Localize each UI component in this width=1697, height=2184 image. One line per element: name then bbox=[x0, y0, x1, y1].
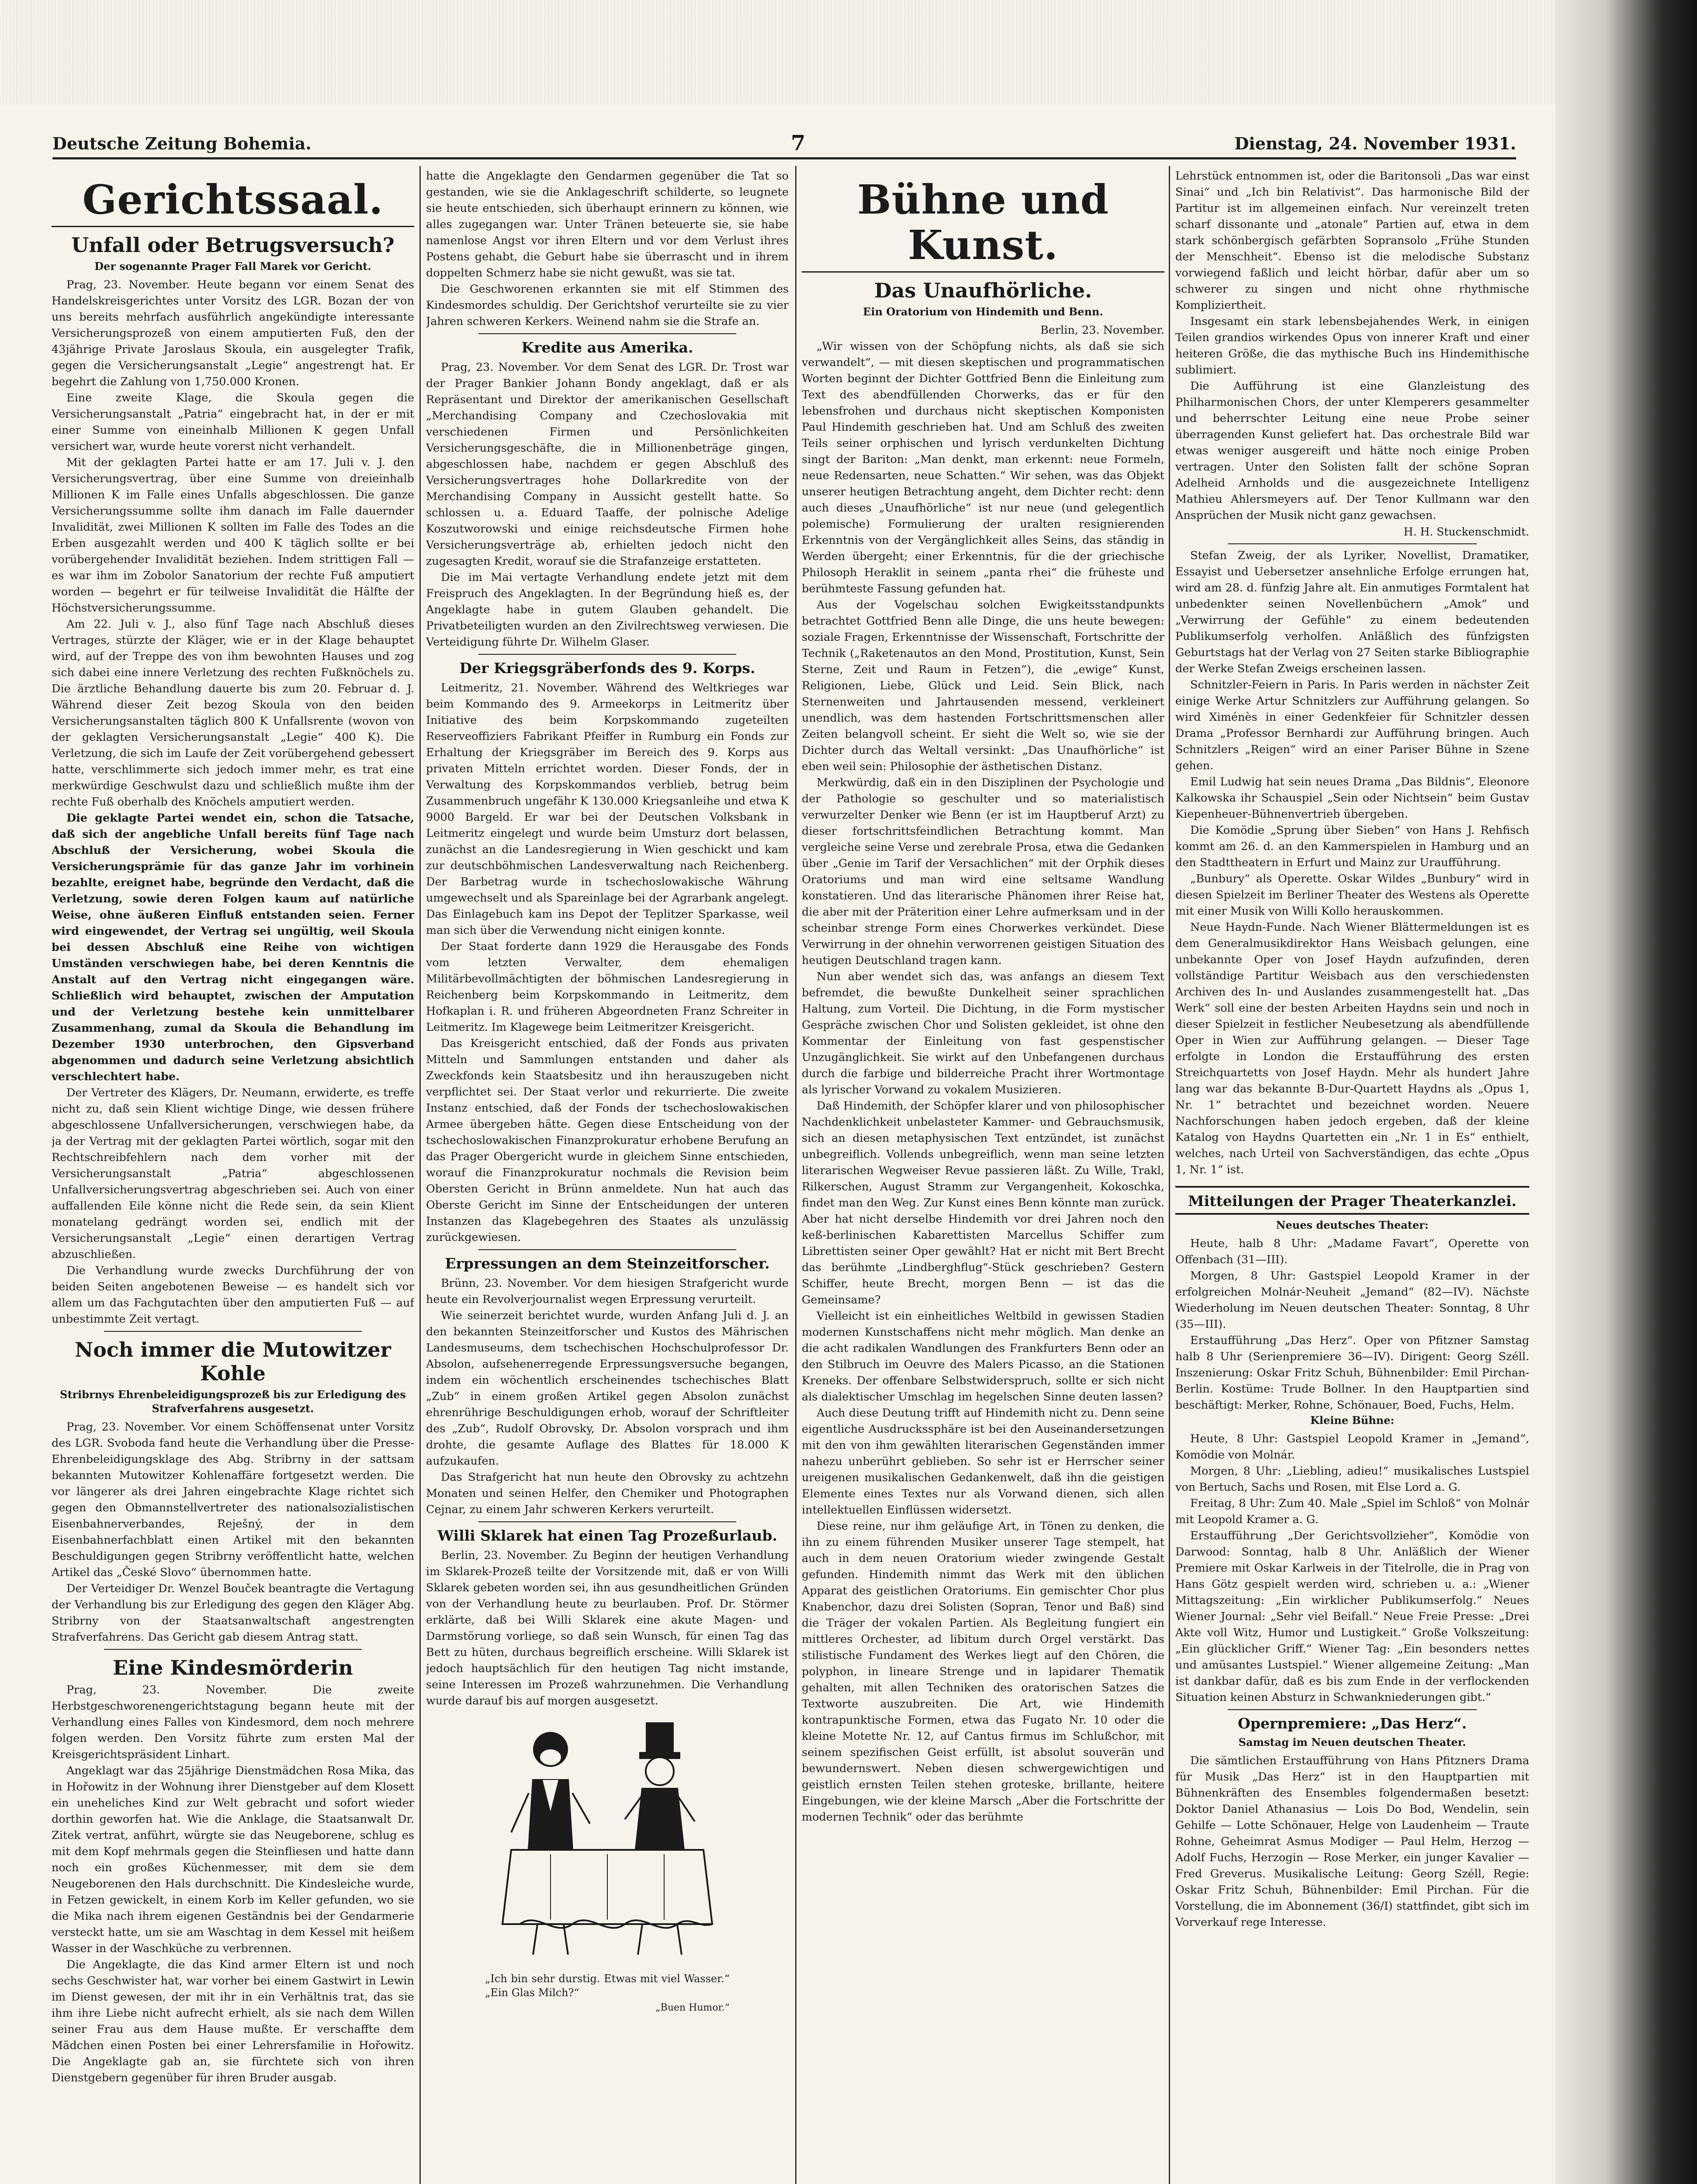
divider bbox=[104, 1649, 362, 1650]
divider bbox=[1228, 543, 1477, 544]
divider bbox=[802, 271, 1164, 273]
paragraph: Wie seinerzeit berichtet wurde, wurden Anfang Juli d. J. an den bekannten Steinzeitforscher und Kustos des Mährischen Landesmuseums, dem tschechischen Hochschulprofessor Dr. Absolon, aufsehenerregende Erpressungsversuche begangen, indem ein wöchentlich erscheinendes tschechisches Blatt „Zub“ in einem großen Artikel gegen Absolon zunächst ehrenrührige Beschuldigungen erhob, worauf der Schriftleiter des „Zub“, Rudolf Obrovsky, Dr. Absolon vorsprach und ihm drohte, die gesamte Auflage des Blattes für 18.000 K aufzukaufen. bbox=[426, 1309, 789, 1468]
paragraph: Auch diese Deutung trifft auf Hindemith nicht zu. Denn seine eigentliche Ausdruckssphäre ist bei den Auseinandersetzungen mit den von ihm gewählten literarischen Gegenständen immer nahezu unberührt geblieben. So sehr ist er Herrscher seiner ureigenen musikalischen Gedankenwelt, daß ihn die geistigen Elemente eines Textes nur als Vorwand dienen, sich allen intellektuellen Einflüssen widersetzt. bbox=[802, 1406, 1164, 1517]
news-item: Stefan Zweig, der als Lyriker, Novellist, Dramatiker, Essayist und Uebersetzer ansehnliche Erfolge errungen hat, wird am 28. d. fünfzig Jahre alt. Ein anmutiges Formtalent hat unbedenkter seinen Novellenbüchern „Amok“ und „Verwirrung der Gefühle“ zu einem bedeutenden Publikumserfolg verholfen. Anläßlich des fünfzigsten Geburtstags hat der Verlag von 27 Seiten starke Bibliographie der Werke Stefan Zweigs erscheinen lassen. bbox=[1175, 549, 1529, 675]
paragraph: Die Angeklagte, die das Kind armer Eltern ist und noch sechs Geschwister hat, war vorher bei einem Gastwirt in Lewin im Dienst gewesen, der mit ihr in ein Verhältnis trat, das sie ihm ihre Liebe nicht aufrecht erhielt, als sie nach dem Willen seiner Frau aus dem Hause mußte. Er verschaffte dem Mädchen einen Posten bei einer Lehrersfamilie in Hořowitz. Die Angeklagte gab an, sie fürchtete sich von ihren Dienstgebern gegenüber für ihren Bruder ausgab. bbox=[52, 1958, 414, 2084]
notice-item: Erstaufführung „Der Gerichtsvollzieher“, Komödie von Darwood: Sonntag, halb 8 Uhr. Anläßlich der Wiener Premiere mit Oskar Karlweis in der Titelrolle, die in Prag von Hans Götz gespielt werden wird, schrieben u. a.: „Wiener Mittagszeitung: „Ein wirklicher Publikumserfolg.“ Neues Wiener Journal: „Sehr viel Beifall.“ Neue Freie Presse: „Drei Akte voll Witz, Humor und Lustigkeit.“ Große Volkszeitung: „Ein glücklicher Griff.“ Wiener Tag: „Ein besonders nettes und amüsantes Lustspiel.“ Wiener allgemeine Zeitung: „Man ist dankbar dafür, daß es bis zum Ende in der verflockenden Situation keinen Absturz in Schwankniederungen gibt.“ bbox=[1175, 1529, 1529, 1704]
section-title-court: Gerichtssaal. bbox=[82, 176, 384, 223]
paragraph: Mit der geklagten Partei hatte er am 17. Juli v. J. den Versicherungsvertrag, über eine Summe von dreieinhalb Millionen K im Falle eines Unfalls abgeschlossen. Die ganze Versicherungssumme sollte ihm danach im Falle dauernder Invalidität, zwei Millionen K sollten im Falle des Todes an die Erben ausgezahlt werden und 400 K täglich sollte er bei vorübergehender Invalidität beziehen. Indem strittigen Fall — es war ihm im Zobolor Sanatorium der rechte Fuß amputiert worden — begehrt er für teilweise Invalidität die Hälfte der Höchstversicherungssumme. bbox=[52, 456, 414, 615]
divider bbox=[478, 1521, 736, 1522]
article-subtitle: Ein Oratorium von Hindemith und Benn. bbox=[863, 305, 1103, 318]
column-4 bbox=[1175, 168, 1529, 2184]
article-title: Kredite aus Amerika. bbox=[521, 339, 693, 356]
issue-date: Dienstag, 24. November 1931. bbox=[1234, 134, 1516, 153]
news-item: Neue Haydn-Funde. Nach Wiener Blättermeldungen ist es dem Generalmusikdirektor Hans Weisbach gelungen, eine unbekannte Oper von Josef Haydn aufzufinden, deren vollständige Partitur Weisbach aus den verschiedensten Archiven des In- und Auslandes zusammengestellt hat. „Das Werk“ soll eine der besten Arbeiten Haydns sein und noch in dieser Spielzeit in festlicher Neubesetzung als abendfüllende Oper in Wien zur Aufführung gelangen. — Dieser Tage erfolgte in London die Erstaufführung des ersten Streichquartetts von Josef Haydn. Mehr als hundert Jahre lang war das bekannte B-Dur-Quartett Haydns als „Opus 1, Nr. 1“ betrachtet und bezeichnet worden. Neuere Nachforschungen haben jedoch ergeben, daß der kleine Katalog von Haydns Quartetten ein „Nr. 1 in Es“ enthielt, welches, nach Urteil von Sachverständigen, das echte „Opus 1, Nr. 1“ ist. bbox=[1175, 921, 1529, 1176]
paragraph: hatte die Angeklagte den Gendarmen gegenüber die Tat so gestanden, wie sie die Anklageschrift schilderte, so leugnete sie heute entschieden, sich überhaupt erinnern zu können, wie alles zugegangen war. Unter Tränen beteuerte sie, sie habe namenlose Angst vor ihren Eltern und vor dem Verlust ihres Postens gehabt, die Geburt habe sie überrascht und in ihrem doppelten Schmerz habe sie nicht gewußt, was sie tat. bbox=[426, 169, 789, 280]
divider bbox=[104, 1331, 362, 1332]
paragraph: Eine zweite Klage, die Skoula gegen die Versicherungsanstalt „Patria“ eingebracht hat, in der er mit einer Summe von eineinhalb Millionen K gegen Unfall versichert war, wurde heute vorerst nicht verhandelt. bbox=[52, 391, 414, 453]
notice-item: Erstaufführung „Das Herz“. Oper von Pfitzner Samstag halb 8 Uhr (Serienpremiere 36—IV). Dirigent: Georg Széll. Inszenierung: Oskar Fritz Schuh, Bühnenbilder: Emil Pirchan-Berlin. Kostüme: Trude Bollner. In den Hauptpartien sind beschäftigt: Merker, Rohne, Schönauer, Boed, Fuchs, Helm. bbox=[1175, 1334, 1529, 1412]
paragraph: Der Staat forderte dann 1929 die Herausgabe des Fonds vom letzten Verwalter, dem ehemaligen Militärbevollmächtigten der böhmischen Landesregierung in Reichenberg beim Korpskommando in Leitmeritz, dem Hofkaplan i. R. und früheren Abgeordneten Franz Schreiter in Leitmeritz. Im Klagewege beim Leitmeritzer Kreisgericht. bbox=[426, 940, 789, 1034]
article-title: Willi Sklarek hat einen Tag Prozeßurlaub. bbox=[437, 1527, 777, 1544]
notices-title: Mitteilungen der Prager Theaterkanzlei. bbox=[1188, 1192, 1517, 1209]
divider bbox=[478, 1249, 736, 1250]
paragraph: Vielleicht ist ein einheitliches Weltbild in gewissen Stadien modernen Kunstschaffens nicht mehr möglich. Man denke an die acht radikalen Wandlungen des Frankfurters Benn oder an den Stilbruch im Oeuvre des Malers Picasso, an die Stationen Kreneks. Der offenbare Selbstwiderspruch, sollte er sich nicht als dialektischer Umschlag im hegelschen Sinne deuten lassen? bbox=[802, 1310, 1164, 1403]
paragraph: Der Vertreter des Klägers, Dr. Neumann, erwiderte, es treffe nicht zu, daß sein Klient wichtige Dinge, wie dessen frühere abgeschlossene Unfallversicherungen, verschwiegen habe, da ja der Vertrag mit der geklagten Partei wörtlich, sogar mit den Rechtschreibfehlern nach dem vorher mit der Versicherungsanstalt „Patria“ abgeschlossenen Unfallversicherungsvertrag abgeschrieben sei. Auch von einer auffallenden Eile könne nicht die Rede sein, da sein Klient monatelang gedrängt worden sei, endlich mit der Versicherungsanstalt „Legie“ einen derartigen Vertrag abzuschließen. bbox=[52, 1086, 414, 1261]
notices-subhead: Kleine Bühne: bbox=[1310, 1414, 1395, 1427]
notices-subhead: Neues deutsches Theater: bbox=[1276, 1219, 1429, 1231]
paragraph: Prag, 23. November. Vor dem Senat des LGR. Dr. Trost war der Prager Bankier Johann Bondy angeklagt, daß er als Repräsentant und Direktor der amerikanischen Gesellschaft „Merchandising Company and Czechoslovakia mit verschiedenen Firmen und Persönlichkeiten Versicherungsgeschäfte, die in Millionenbeträge gingen, abgeschlossen habe, nachdem er gegen Abschluß des Versicherungsvertrages hohe Dollarkredite von der Merchandising Company in Aussicht gestellt hatte. So schlossen u. a. Eduard Taaffe, der polnische Adelige Koszutworowski und einige reichsdeutsche Firmen hohe Versicherungsverträge ab, erhielten jedoch nicht den zugesagten Kredit, worauf sie die Strafanzeige erstatteten. bbox=[426, 361, 789, 568]
paragraph: Nun aber wendet sich das, was anfangs an diesem Text befremdet, die bewußte Dunkelheit seiner sprachlichen Haltung, zum Vorteil. Die Dichtung, in die Form mystischer Gespräche zwischen Chor und Solisten gekleidet, ist ohne den Kommentar der Einleitung von fast gespenstischer Unzugänglichkeit. Sie wirkt auf den Unbefangenen durchaus durch die farbige und bilderreiche Pracht ihrer Wortmontage als lyrischer Vorwand zu vokalem Musizieren. bbox=[802, 970, 1164, 1096]
news-item: Die Komödie „Sprung über Sieben“ von Hans J. Rehfisch kommt am 26. d. an den Kammerspielen in Hamburg und an den Stadttheatern in Erfurt und Mainz zur Uraufführung. bbox=[1175, 824, 1529, 869]
article-title: Erpressungen an dem Steinzeitforscher. bbox=[445, 1255, 770, 1272]
column-rule bbox=[419, 166, 421, 2184]
article-title: Unfall oder Betrugsversuch? bbox=[71, 233, 395, 257]
column-2 bbox=[426, 168, 789, 2184]
article-title: Das Unaufhörliche. bbox=[874, 279, 1092, 302]
paragraph: Leitmeritz, 21. November. Während des Weltkrieges war beim Kommando des 9. Armeekorps in Leitmeritz über Initiative des beim Korpskommando zugeteilten Reserveoffiziers Fabrikant Pfeiffer in Rumburg ein Fonds zur Erhaltung der Kriegsgräber im Bereich des 9. Korps aus privaten Mitteln errichtet worden. Dieser Fonds, der in Verwaltung des Korpskommandos verblieb, betrug beim Zusammenbruch ungefähr K 130.000 Kriegsanleihe und etwa K 9000 Bargeld. Er war bei der Deutschen Volksbank in Leitmeritz eingelegt und wurde beim Umsturz dort belassen, zunächst an die Landesregierung in Wien geschickt und kam zur deutschböhmischen Landesverwaltung nach Reichenberg. Der Barbetrag wurde in tschechoslowakische Währung umgewechselt und als Spareinlage bei der Agrarbank angelegt. Das Einlagebuch kam ins Depot der Teplitzer Sparkasse, weil man sich über die Verwendung nicht einigen konnte. bbox=[426, 681, 789, 937]
paragraph: Die im Mai vertagte Verhandlung endete jetzt mit dem Freispruch des Angeklagten. In der Begründung hieß es, der Angeklagte habe in gutem Glauben gehandelt. Die Privatbeteiligten wurden an den Zivilrechtsweg verwiesen. Die Verteidigung führte Dr. Wilhelm Glaser. bbox=[426, 571, 789, 649]
paragraph: Die Geschworenen erkannten sie mit elf Stimmen des Kindesmordes schuldig. Der Gerichtshof verurteilte sie zu vier Jahren schweren Kerkers. Weinend nahm sie die Strafe an. bbox=[426, 283, 789, 328]
paragraph: Brünn, 23. November. Vor dem hiesigen Strafgericht wurde heute ein Revolverjournalist wegen Erpressung verurteilt. bbox=[426, 1277, 789, 1306]
notice-item: Morgen, 8 Uhr: Gastspiel Leopold Kramer in der erfolgreichen Molnár-Neuheit „Jemand“ (82—IV). Nächste Wiederholung im Neuen deutschen Theater: Sonntag, 8 Uhr (35—III). bbox=[1175, 1269, 1529, 1331]
paragraph: „Wir wissen von der Schöpfung nichts, als daß sie sich verwandelt“, — mit diesen skeptischen und programmatischen Worten beginnt der Dichter Gottfried Benn die Einleitung zum Text des abendfüllenden Chorwerks, das er für den lebensfrohen und durchaus nicht skeptischen Komponisten Paul Hindemith geschrieben hat. Und am Schluß des zweiten Teils seiner orphischen und lyrisch verdunkelten Dichtung singt der Bariton: „Man denkt, man erkennt: neue Formeln, neue Redensarten, neue Schatten.“ Wir sehen, was das Objekt unserer heutigen Betrachtung angeht, dem Dichter recht: denn auch dieses „Unaufhörliche“ ist nur neue (und gelegentlich polemische) Formulierung der uralten resignierenden Erkenntnis von der Vergänglichkeit alles Seins, das ständig in Werden übergeht; einer Erkenntnis, für die der griechische Philosoph Heraklit in seinem „panta rhei“ die früheste und berühmteste Fassung gefunden hat. bbox=[802, 340, 1164, 595]
notice-item: Heute, 8 Uhr: Gastspiel Leopold Kramer in „Jemand“, Komödie von Molnár. bbox=[1175, 1432, 1529, 1462]
news-item: Schnitzler-Feiern in Paris. In Paris werden in nächster Zeit einige Werke Artur Schnitzlers zur Aufführung gelangen. So wird Ximénès in einer Gedenkfeier für Schnitzler dessen Drama „Professor Bernhardi zur Aufführung bringen. Auch Schnitzlers „Reigen“ wird an einer Pariser Bühne in Szene gehen. bbox=[1175, 678, 1529, 772]
paragraph: Die geklagte Partei wendet ein, schon die Tatsache, daß sich der angebliche Unfall bereits fünf Tage nach Abschluß der Versicherung, wobei Skoula die Versicherungsprämie für das ganze Jahr im vorhinein bezahlte, ereignet habe, begründe den Verdacht, daß die Verletzung, sowie deren Folgen kaum auf natürliche Weise, ohne äußeren Einfluß entstanden seien. Ferner wird eingewendet, der Vertrag sei ungültig, weil Skoula bei dessen Abschluß eine Reihe von wichtigen Umständen verschwiegen habe, bei deren Kenntnis die Anstalt auf den Vertrag nicht eingegangen wäre. Schließlich wird behauptet, zwischen der Amputation und der Verletzung bestehe kein unmittelbarer Zusammenhang, zumal da Skoula die Behandlung im Dezember 1930 unterbrochen, den Gipsverband abgenommen und dadurch seine Verletzung absichtlich verschlechtert habe. bbox=[52, 812, 414, 1083]
column-rule bbox=[1169, 166, 1170, 2184]
paragraph: Berlin, 23. November. Zu Beginn der heutigen Verhandlung im Sklarek-Prozeß teilte der Vorsitzende mit, daß er von Willi Sklarek gebeten worden sei, ihn aus gesundheitlichen Gründen von der Verhandlung heute zu beurlauben. Prof. Dr. Störmer erklärte, daß bei Willi Sklarek eine akute Magen- und Darmstörung vorliege, so daß sein Wunsch, für einen Tag das Bett zu hüten, durchaus begreiflich erscheine. Willi Sklarek ist jedoch hauptsächlich für den heutigen Tag nicht imstande, seine Interessen im Prozeß wahrzunehmen. Die Verhandlung wurde darauf bis auf morgen ausgesetzt. bbox=[426, 1549, 789, 1707]
paragraph: Angeklagt war das 25jährige Dienstmädchen Rosa Mika, das in Hořowitz in der Wohnung ihrer Dienstgeber auf dem Klosett ein uneheliches Kind zur Welt gebracht und sofort wieder dorthin geworfen hat. Wie die Anklage, die Staatsanwalt Dr. Zitek vertrat, anführt, würgte sie das Neugeborene, schlug es mit dem Kopf mehrmals gegen die Steinfliesen und hatte dann noch ein großes Küchenmesser, mit dem sie dem Neugeborenen den Hals durchschnitt. Die Kindesleiche wurde, in Fetzen gewickelt, in einem Korb im Keller gefunden, wo sie die Mika nach ihrem eigenen Geständnis bei der Gendarmerie versteckt hatte, um sie am Waschtag in dem Kessel mit heißem Wasser in der Waschküche zu verbrennen. bbox=[52, 1764, 414, 1955]
notice-item: Morgen, 8 Uhr: „Liebling, adieu!“ musikalisches Lustspiel von Bertuch, Sachs und Rosen, mit Else Lord a. G. bbox=[1175, 1465, 1529, 1494]
notice-item: Freitag, 8 Uhr: Zum 40. Male „Spiel im Schloß“ von Molnár mit Leopold Kramer a. G. bbox=[1175, 1497, 1529, 1526]
section-title-arts: Bühne und Kunst. bbox=[857, 176, 1109, 269]
notices-header bbox=[1175, 1186, 1529, 1215]
article-title: Der Kriegsgräberfonds des 9. Korps. bbox=[459, 660, 755, 677]
paragraph: Die Verhandlung wurde zwecks Durchführung der von beiden Seiten angebotenen Beweise — es handelt sich vor allem um das Fachgutachten über den amputierten Fuß — auf unbestimmte Zeit vertagt. bbox=[52, 1264, 414, 1326]
paragraph: Daß Hindemith, der Schöpfer klarer und von philosophischer Nachdenklichkeit unbelasteter Kammer- und Gebrauchsmusik, sich an diesen metaphysischen Text entzündet, ist zunächst unbegreiflich. Vollends unbegreiflich, wenn man seine letzten literarischen Wegweiser Revue passieren läßt. Zu Wille, Trakl, Rilkerschen, August Stramm zur Vergangenheit, Kokoschka, findet man den Weg. Zur Kunst eines Benn könnte man zurück. Aber hat nicht derselbe Hindemith vor drei Jahren noch den keß-berlinischen Kabarettisten Marcellus Schiffer zum Librettisten seiner Oper gewählt? Hat er nicht mit Bert Brecht das berühmte „Lindberghflug“-Stück geschrieben? Gestern Schiffer, heute Brecht, morgen Benn — ist das die Gemeinsame? bbox=[802, 1099, 1164, 1306]
article-subtitle: Der sogenannte Prager Fall Marek vor Gericht. bbox=[94, 260, 371, 273]
scan-noise bbox=[0, 0, 1555, 105]
paragraph: Am 22. Juli v. J., also fünf Tage nach Abschluß dieses Vertrages, stürzte der Kläger, wie er in der Klage behauptet wird, auf der Treppe des von ihm bewohnten Hauses und zog sich dabei eine innere Verletzung des rechten Fußknöchels zu. Die ärztliche Behandlung dauerte bis zum 20. Februar d. J. Während dieser Zeit bezog Skoula von den beiden Versicherungsanstalten täglich 800 K Unfallsrente (wovon von der geklagten Versicherungsanstalt „Legie“ 400 K). Die Verletzung, die sich im Laufe der Zeit vorübergehend gebessert hatte, verschlimmerte sich jedoch immer mehr, es trat eine merkwürdige Geschwulst dazu und schließlich mußte ihm der rechte Fuß oberhalb des Knöchels amputiert werden. bbox=[52, 618, 414, 809]
divider bbox=[52, 226, 414, 227]
paragraph: Aus der Vogelschau solchen Ewigkeitsstandpunkts betrachtet Gottfried Benn alle Dinge, die uns heute bewegen: soziale Fragen, Erkenntnisse der Wissenschaft, Fortschritte der Technik („Raketenautos an den Mond, Prostitution, Kunst, Sein Sterne, Zeit und Raum in Fetzen“), die „ewige“ Kunst, Religionen, Liebe, Glück und Leid. Sein Blick, nach Sternenweiten und Jahrtausenden messend, verkleinert unendlich, was dem hastenden Fortschrittsmenschen aller Zeiten belangvoll scheint. Er sieht die Welt so, wie sie der Dichter durch das Weltall versinkt: „Das Unaufhörliche“ ist eben weil sein: Philosophie der ästhetischen Distanz. bbox=[802, 598, 1164, 773]
paragraph: Das Strafgericht hat nun heute den Obrovsky zu achtzehn Monaten und seinen Helfer, den Chemiker und Photographen Cejnar, zu einem Jahr schweren Kerkers verurteilt. bbox=[426, 1471, 789, 1516]
paragraph: Prag, 23. November. Heute begann vor einem Senat des Handelskreisgerichtes unter Vorsitz des LGR. Bozan der von uns bereits mehrfach ausführlich angekündigte interessante Versicherungsprozeß von einem amputierten Fuß, den der 43jährige Private Jaroslaus Skoula, ein ausgelegter Trafik, gegen die Versicherungsanstalt „Legie“ angestrengt hat. Er begehrt die Zahlung von 1,750.000 Kronen. bbox=[52, 278, 414, 388]
scan-edge bbox=[1555, 0, 1697, 2184]
paper-name: Deutsche Zeitung Bohemia. bbox=[52, 134, 312, 153]
cartoon-drawing bbox=[485, 1719, 730, 1963]
cartoon-caption: „Ich bin sehr durstig. Etwas mit viel Wasser.“ „Ein Glas Milch?“ bbox=[485, 1973, 730, 1999]
paragraph: Das Kreisgericht entschied, daß der Fonds aus privaten Mitteln und Sammlungen entstanden und daher als Zweckfonds kein Staatsbesitz und ihn herauszugeben nicht verpflichtet sei. Der Staat verlor und rekurrierte. Die zweite Instanz entschied, daß der Fonds der tschechoslowakischen Armee übergeben hätte. Gegen diese Entscheidung von der tschechoslowakischen Finanzprokuratur erhobene Berufung an das Prager Obergericht wurde in gleichem Sinne entschieden, worauf die Finanzprokuratur nochmals die Revision beim Obersten Gericht in Brünn anmeldete. Nun hat auch das Oberste Gericht im Sinne der Entscheidungen der unteren Instanzen das Klagebegehren des Staates als unzulässig zurückgewiesen. bbox=[426, 1037, 789, 1244]
notice-item: Heute, halb 8 Uhr: „Madame Favart“, Operette von Offenbach (31—III). bbox=[1175, 1237, 1529, 1266]
column-3 bbox=[802, 168, 1164, 2184]
paragraph: Prag, 23. November. Vor einem Schöffensenat unter Vorsitz des LGR. Svoboda fand heute die Verhandlung über die Presse-Ehrenbeleidigungsklage des Abg. Stribrny in der sattsam bekannten Mutowitzer Kohlenaffäre fortgesetzt werden. Die vor längerer als drei Jahren eingebrachte Klage richtet sich gegen den Obmannstellvertreter des nationalsozialistischen Eisenbahnerverbandes, Reješný, der in dem Eisenbahnerfachblatt einen Artikel mit den bekannten Beschuldigungen gegen Stribrny veröffentlicht hatte, welchen Artikel das „České Slovo“ übernommen hatte. bbox=[52, 1420, 414, 1579]
article-subtitle: Stribrnys Ehrenbeleidigungsprozeß bis zur Erledigung des Strafverfahrens ausgesetzt. bbox=[60, 1388, 406, 1415]
author-signature: H. H. Stuckenschmidt. bbox=[1403, 525, 1529, 538]
article-title: Eine Kindesmörderin bbox=[113, 1656, 353, 1679]
paragraph: Der Verteidiger Dr. Wenzel Bouček beantragte die Vertagung der Verhandlung bis zur Erledigung des gegen den Kläger Abg. Stribrny von der Staatsanwaltschaft angestrengten Strafverfahrens. Das Gericht gab diesem Antrag statt. bbox=[52, 1582, 414, 1644]
divider bbox=[478, 333, 736, 334]
paragraph: Merkwürdig, daß ein in den Disziplinen der Psychologie und der Pathologie so geschulter und so materialistisch verwurzelter Denker wie Benn (er ist im Hauptberuf Arzt) zu dieser fortschrittsfeindlichen Betrachtung kommt. Man vergleiche seine Verse und zerebrale Prosa, etwa die Gedanken über „Genie im Tarif der Versachlichen“ mit der Orphik dieses Oratoriums und man wird eine seltsame Wandlung konstatieren. Und das literarische Phänomen ihrer Reise hat, die aber mit der Präterition einer Lehre aufmerksam und in der scheinbar strenge Form eines Chorwerkes verkündet. Diese Verwirrung in der ohnehin verworrenen geistigen Situation des heutigen Deutschland tragen kann. bbox=[802, 776, 1164, 967]
column-rule bbox=[795, 166, 797, 2184]
paragraph: Die sämtlichen Erstaufführung von Hans Pfitzners Drama für Musik „Das Herz“ ist in den Hauptpartien mit Bühnenkräften des Ensembles folgendermaßen besetzt: Doktor Daniel Athanasius — Lois Do Bod, Wendelin, sein Gehilfe — Lotte Schönauer, Helge von Laudenheim — Traute Rohne, Geheimrat Asmus Modiger — Paul Helm, Herzog — Adolf Fuchs, Herzogin — Rose Merker, ein junger Kavalier — Fred Greverus. Musikalische Leitung: Georg Széll, Regie: Oskar Fritz Schuh, Bühnenbilder: Emil Pirchan. Für die Vorstellung, die im Abonnement (36/I) stattfindet, gibt sich im Vorverkauf rege Interesse. bbox=[1175, 1754, 1529, 1929]
paragraph: Prag, 23. November. Die zweite Herbstgeschworenengerichtstagung begann heute mit der Verhandlung eines Falles von Kindesmord, dem noch mehrere folgen werden. Den Vorsitz führte zum ersten Mal der Kreisgerichtspräsident Linhart. bbox=[52, 1683, 414, 1761]
masthead bbox=[52, 131, 1516, 159]
divider bbox=[1228, 1709, 1477, 1710]
column-1 bbox=[52, 168, 414, 2184]
divider bbox=[478, 654, 736, 655]
article-title: Opernpremiere: „Das Herz“. bbox=[1238, 1715, 1467, 1732]
cartoon-credit: „Buen Humor.“ bbox=[655, 2002, 730, 2013]
dateline: Berlin, 23. November. bbox=[1040, 324, 1164, 337]
paragraph: Lehrstück entnommen ist, oder die Baritonsoli „Das war einst Sinai“ und „Ich bin Relativist“. Das harmonische Bild der Partitur ist im allgemeinen einfach. Nur vereinzelt treten scharf dissonante und „atonale“ Partien auf, etwa in dem stark schönbergisch gefärbten Sopransolo „Frühe Stunden der Menschheit“. Ebenso ist die melodische Substanz vorwiegend faßlich und leicht hörbar, dafür aber um so schwerer zu singen und nicht ohne rhythmische Kompliziertheit. bbox=[1175, 169, 1529, 312]
paragraph: Die Aufführung ist eine Glanzleistung des Philharmonischen Chors, der unter Klemperers gesammelter und beherrschter Leitung eine neue Probe seiner überragenden Kunst geliefert hat. Das orchestrale Bild war etwas weniger ausgereift und hätte noch einige Proben vertragen. Unter den Solisten fallt der schöne Sopran Adelheid Arnholds und die ausgezeichnete Intelligenz Mathieu Ahlersmeyers auf. Der Tenor Kullmann war den Ansprüchen der Musik nicht ganz gewachsen. bbox=[1175, 380, 1529, 522]
cartoon-illustration bbox=[485, 1719, 730, 2016]
news-item: Emil Ludwig hat sein neues Drama „Das Bildnis“, Eleonore Kalkowska ihr Schauspiel „Sein oder Nichtsein“ beim Gustav Kiepenheuer-Bühnenvertrieb übergeben. bbox=[1175, 775, 1529, 821]
paragraph: Insgesamt ein stark lebensbejahendes Werk, in einigen Teilen grandios wirkendes Opus von innerer Kraft und einer heiteren Größe, die das mythische Buch ins Hindemithische sublimiert. bbox=[1175, 315, 1529, 377]
news-item: „Bunbury“ als Operette. Oskar Wildes „Bunbury“ wird in diesen Spielzeit im Berliner Theater des Westens als Operette mit einer Musik von Willi Kollo herauskommen. bbox=[1175, 872, 1529, 918]
paragraph: Diese reine, nur ihm geläufige Art, in Tönen zu denken, die ihn zu einem führenden Musiker unserer Tage stempelt, hat auch in dem neuen Oratorium wieder zwingende Gestalt gefunden. Hindemith nimmt das Werk mit den üblichen Apparat des geistlichen Oratoriums. Ein gemischter Chor plus Knabenchor, dazu drei Solisten (Sopran, Tenor und Baß) sind die Träger der vokalen Partien. Als Begleitung fungiert ein mittleres Orchester, ad libitum durch Orgel verstärkt. Das stilistische Fundament des Werkes liegt auf den Chören, die polyphon, in lineare Strenge und in lapidarer Thematik gehalten, mit allen Techniken des oratorischen Satzes die Textworte auszubreiten. Die Art, wie Hindemith kontrapunktische Formen, etwa das Fugato Nr. 10 oder die kleine Motette Nr. 12, auf Cantus firmus im Schlußchor, mit seinem spezifischen Geist erfüllt, ist absolut souverän und bewundernswert. Neben diesen schwergewichtigen und geistlich ernsten Teilen stehen groteske, brillante, heitere Eingebungen, wie der kleine Marsch „Aber die Fortschritte der modernen Technik“ oder das berühmte bbox=[802, 1520, 1164, 1824]
article-title: Noch immer die Mutowitzer Kohle bbox=[75, 1338, 391, 1385]
page-number: 7 bbox=[791, 131, 806, 156]
article-subtitle: Samstag im Neuen deutschen Theater. bbox=[1238, 1736, 1466, 1749]
